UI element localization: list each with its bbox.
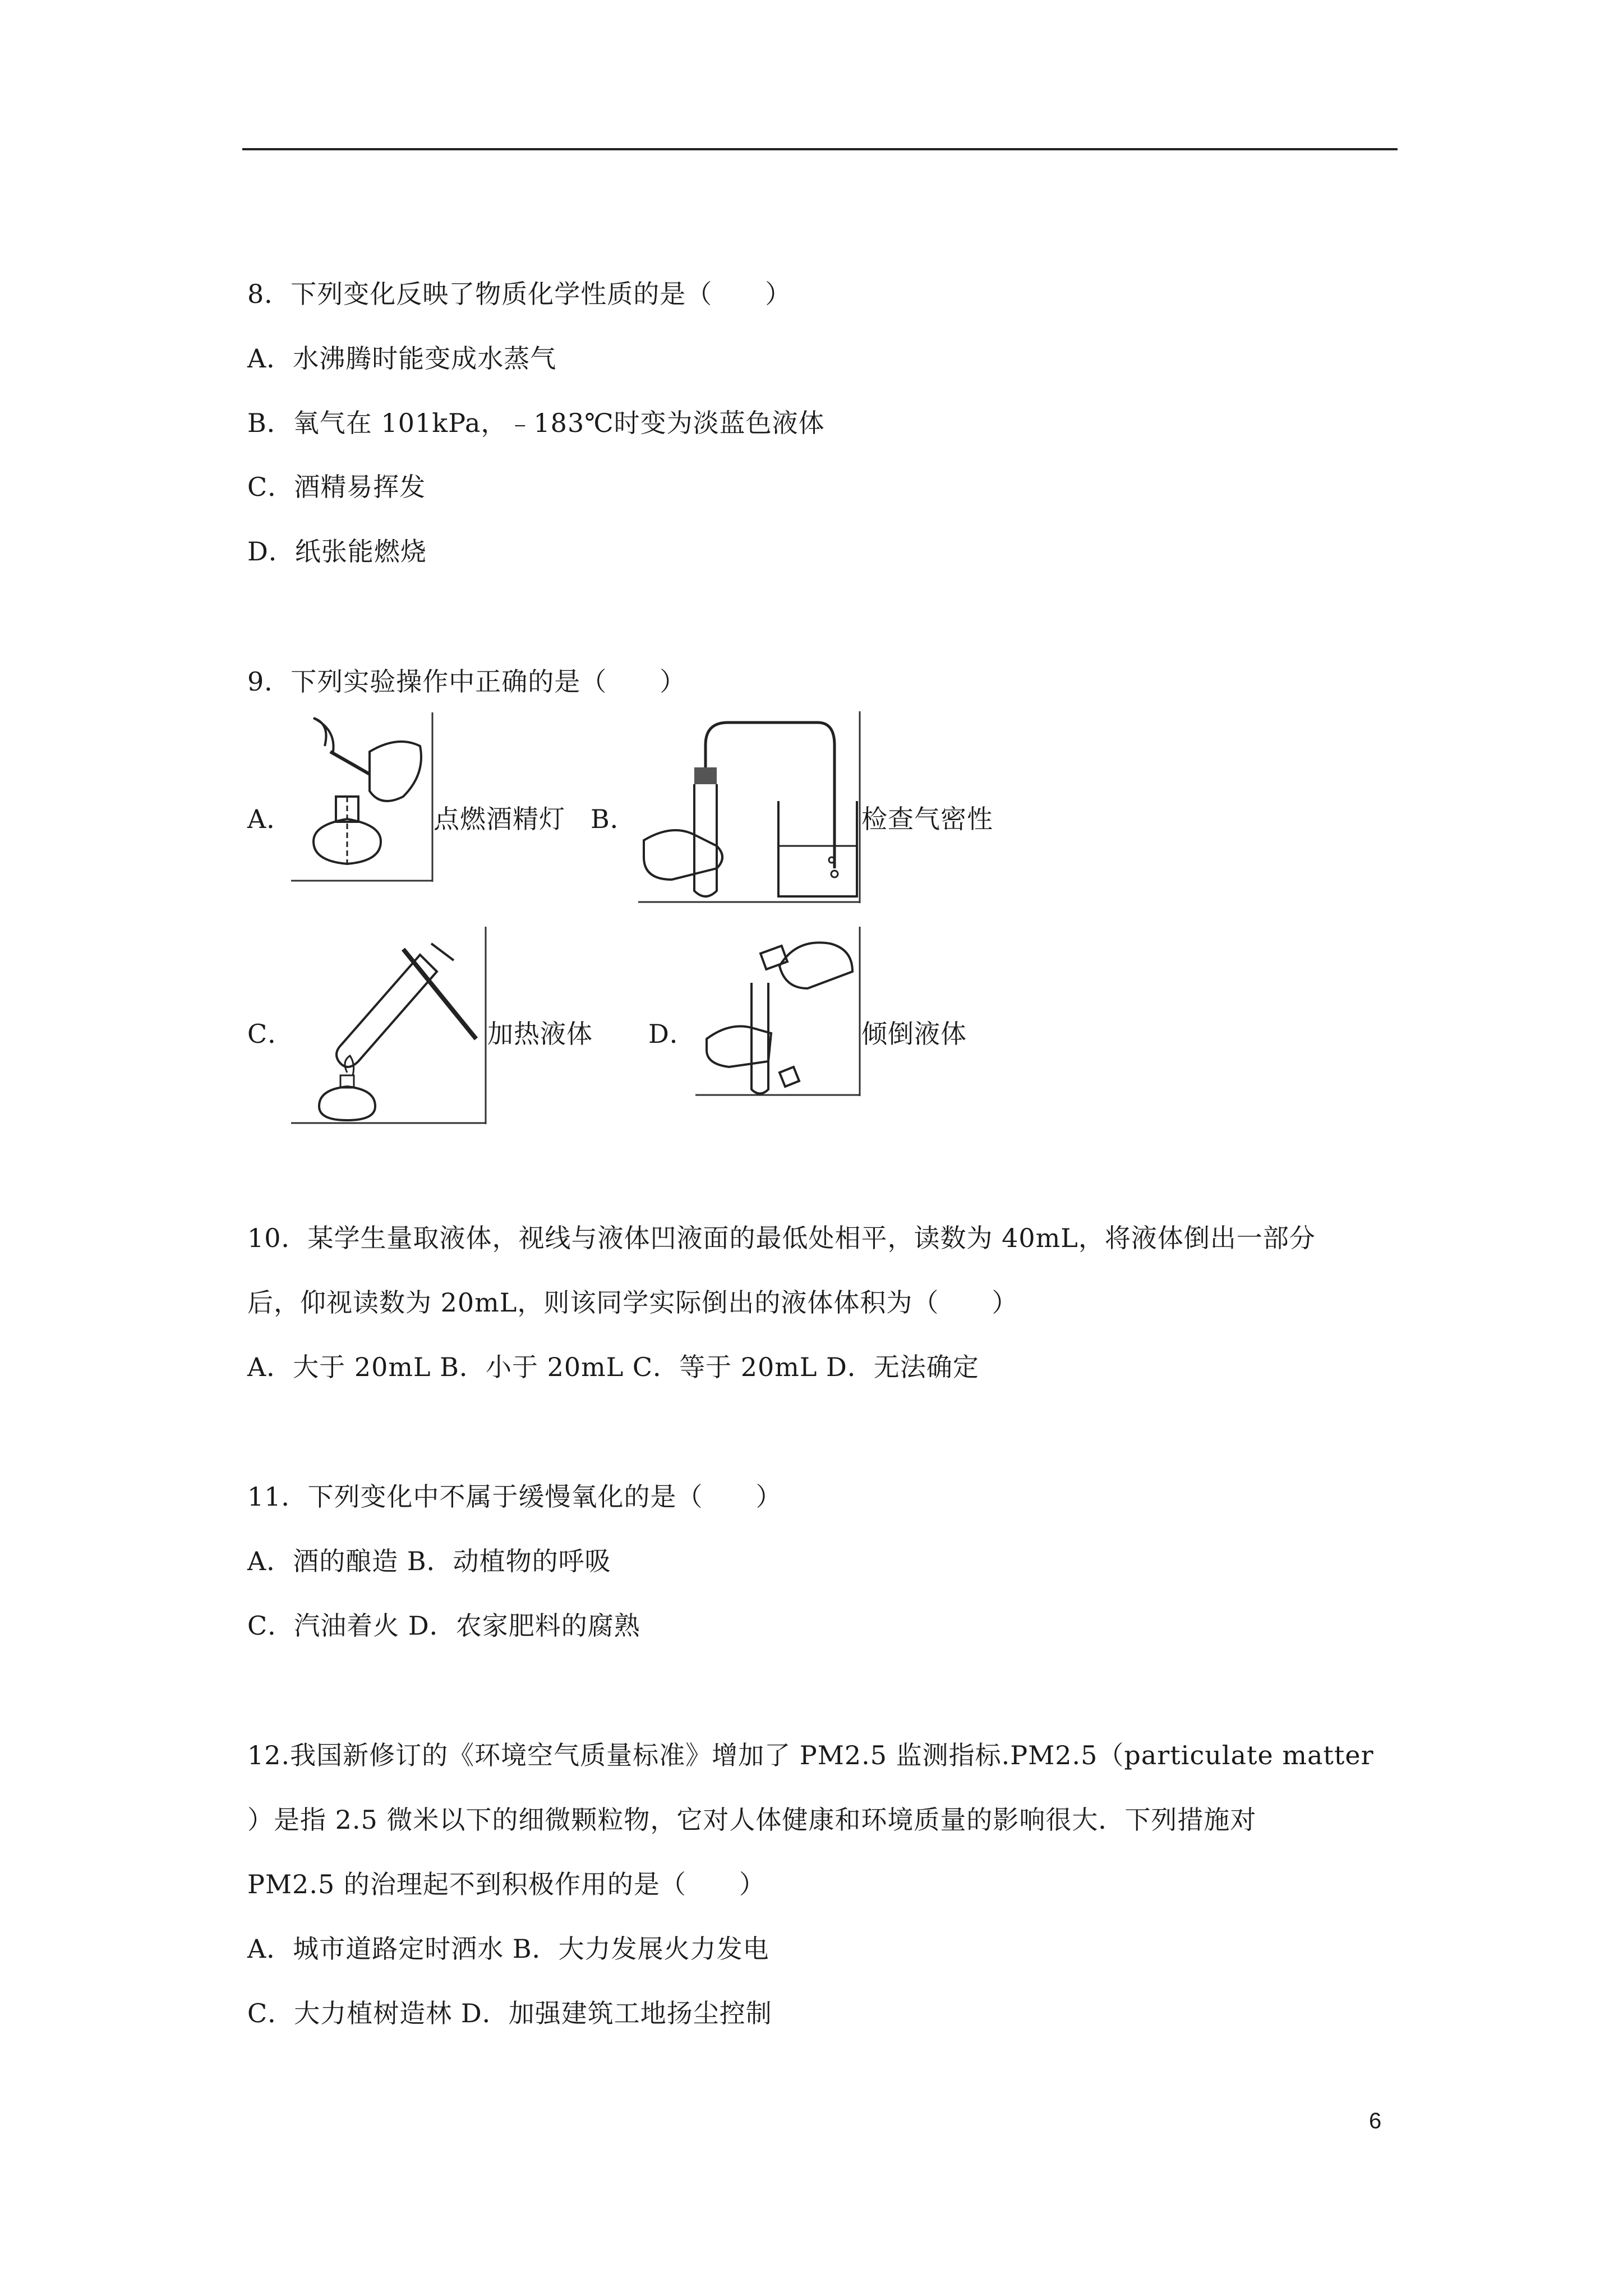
- q9-stem: 9．下列实验操作中正确的是（ ）: [247, 666, 686, 697]
- q12-stem-line1: 12.我国新修订的《环境空气质量标准》增加了 PM2.5 监测指标.PM2.5（particulate matter: [247, 1740, 1374, 1770]
- heating-liquid-figure: [291, 927, 487, 1124]
- q9-label-a-letter: A．: [247, 804, 293, 834]
- q9-label-c: 加热液体: [487, 1019, 593, 1049]
- q12-options-line1: A．城市道路定时洒水 B．大力发展火力发电: [247, 1934, 769, 1964]
- q9-label-d-letter: D．: [648, 1019, 696, 1049]
- pouring-liquid-figure: [695, 927, 861, 1096]
- q8-option-d: D．纸张能燃烧: [247, 536, 427, 567]
- q11-options-line2: C．汽油着火 D．农家肥料的腐熟: [247, 1611, 640, 1641]
- q8-option-a: A．水沸腾时能变成水蒸气: [247, 343, 557, 374]
- page-number: 6: [1369, 2109, 1382, 2133]
- q10-options: A．大于 20mL B．小于 20mL C．等于 20mL D．无法确定: [247, 1352, 979, 1382]
- q12-options-line2: C．大力植树造林 D．加强建筑工地扬尘控制: [247, 1998, 772, 2028]
- header-rule: [242, 148, 1398, 150]
- q9-label-a: 点燃酒精灯: [434, 804, 565, 834]
- q8-option-c: C．酒精易挥发: [247, 472, 426, 502]
- q8-stem: 8．下列变化反映了物质化学性质的是（ ）: [247, 279, 792, 309]
- q9-label-b-letter: B．: [591, 804, 637, 834]
- q11-options-line1: A．酒的酿造 B．动植物的呼吸: [247, 1546, 611, 1576]
- q9-label-b: 检查气密性: [861, 804, 993, 834]
- q9-label-d: 倾倒液体: [861, 1019, 967, 1049]
- lighting-alcohol-lamp-figure: [291, 712, 434, 882]
- q10-stem-line2: 后，仰视读数为 20mL，则该同学实际倒出的液体体积为（ ）: [247, 1287, 1018, 1318]
- q8-option-b: B．氧气在 101kPa，﹣183℃时变为淡蓝色液体: [247, 408, 825, 438]
- q12-stem-line3: PM2.5 的治理起不到积极作用的是（ ）: [247, 1869, 766, 1899]
- q11-stem: 11．下列变化中不属于缓慢氧化的是（ ）: [247, 1481, 782, 1512]
- q10-stem-line1: 10．某学生量取液体，视线与液体凹液面的最低处相平，读数为 40mL，将液体倒出一部分: [247, 1223, 1316, 1253]
- check-airtightness-figure: [638, 711, 861, 903]
- q12-stem-line2: ）是指 2.5 微米以下的细微颗粒物，它对人体健康和环境质量的影响很大．下列措施对: [247, 1805, 1257, 1835]
- q9-label-c-letter: C．: [247, 1019, 294, 1049]
